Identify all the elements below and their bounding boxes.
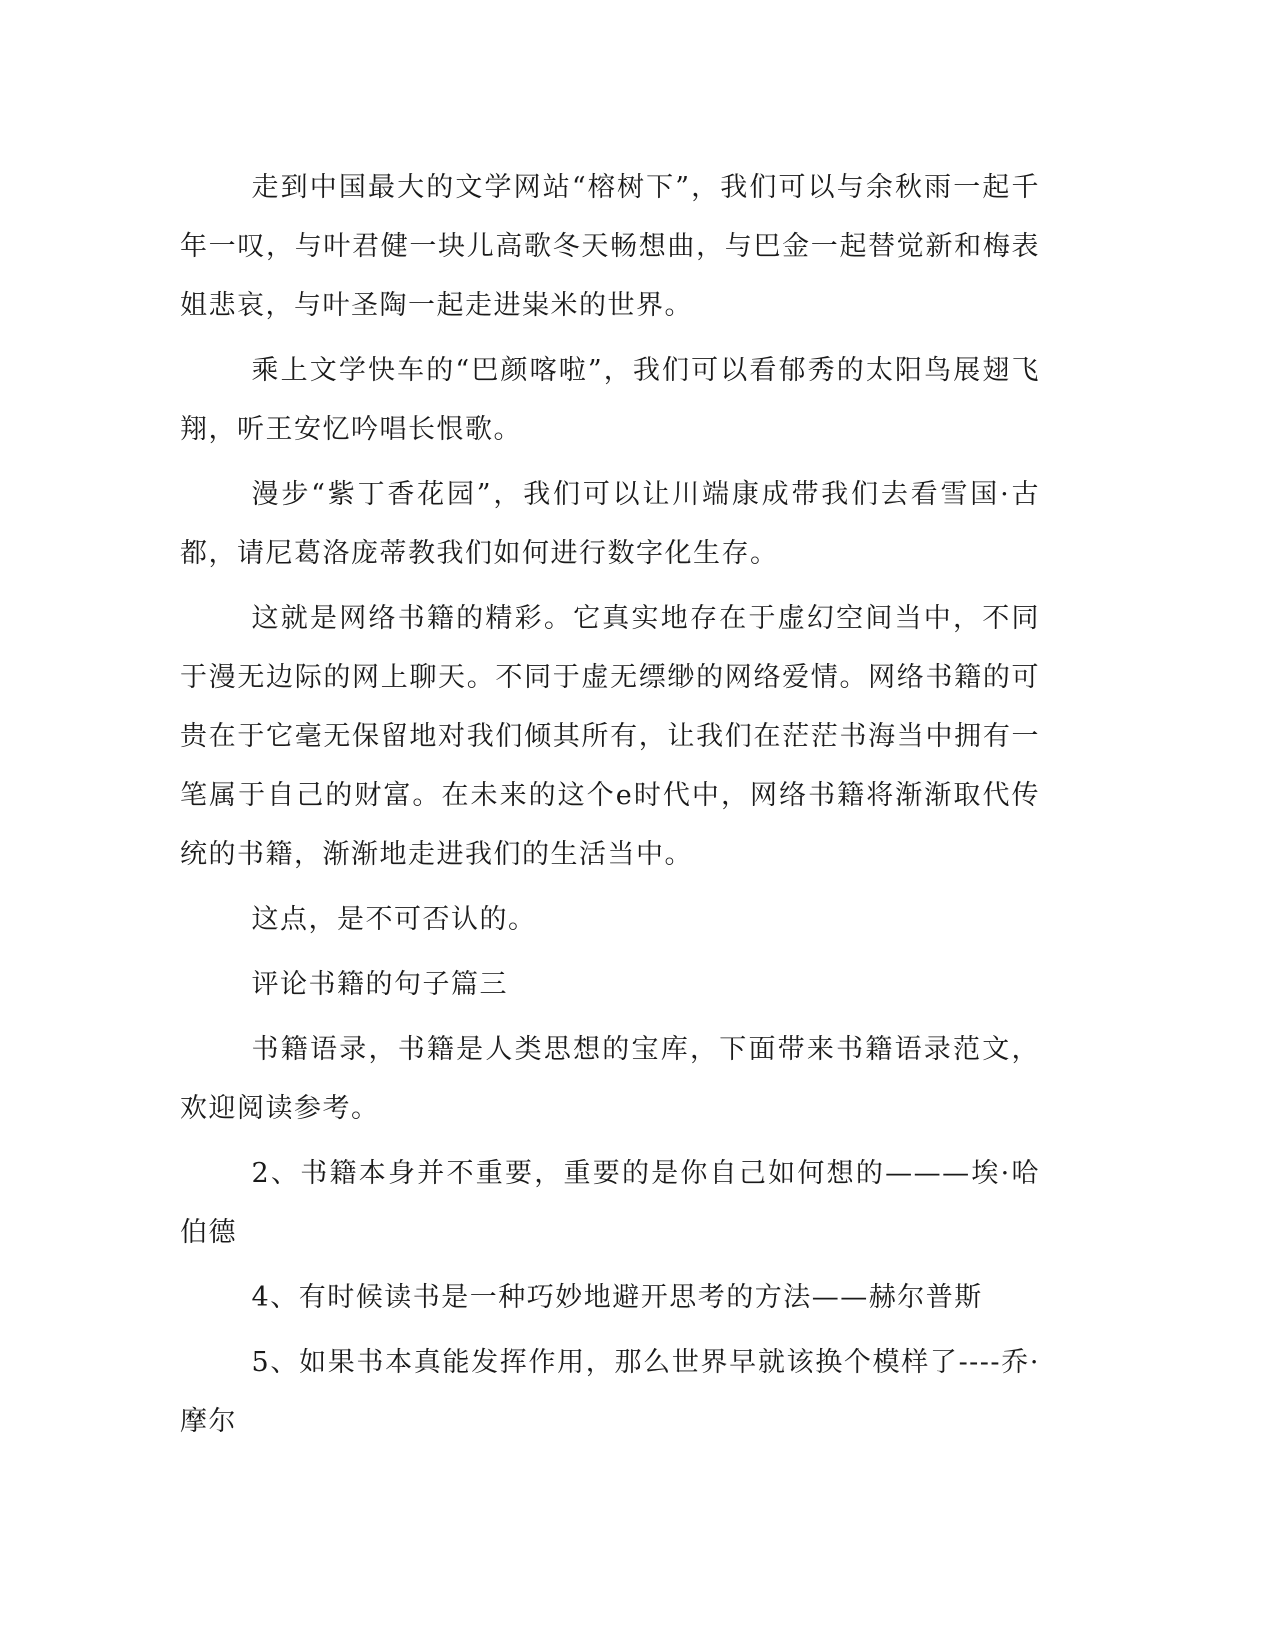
document-body [180,158,1040,1457]
paragraph-undeniable: 这点，是不可否认的。 [251,904,537,935]
section-heading: 评论书籍的句子篇三 [251,969,509,1000]
quote-item-4: 4、有时候读书是一种巧妙地避开思考的方法——赫尔普斯 [251,1282,983,1313]
paragraph-lilac-garden: 漫步“紫丁香花园”，我们可以让川端康成带我们去看雪国·古都，请尼葛洛庞蒂教我们如何进行数字化生存。 [180,479,1040,569]
quote-item-5: 5、如果书本真能发挥作用，那么世界早就该换个模样了----乔·摩尔 [180,1347,1040,1437]
paragraph-intro: 书籍语录，书籍是人类思想的宝库，下面带来书籍语录范文，欢迎阅读参考。 [180,1034,1040,1124]
paragraph-bayankala: 乘上文学快车的“巴颜喀啦”，我们可以看郁秀的太阳鸟展翅飞翔，听王安忆吟唱长恨歌。 [180,355,1040,445]
paragraph-online-books: 这就是网络书籍的精彩。它真实地存在于虚幻空间当中，不同于漫无边际的网上聊天。不同于虚无缥缈的网络爱情。网络书籍的可贵在于它毫无保留地对我们倾其所有，让我们在茫茫书海当中拥有一笔属于自己的财富。在未来的这个e时代中，网络书籍将渐渐取代传统的书籍，渐渐地走进我们的生活当中。 [180,603,1040,870]
quote-item-2: 2、书籍本身并不重要，重要的是你自己如何想的———埃·哈伯德 [180,1158,1040,1248]
paragraph-rongshuxia: 走到中国最大的文学网站“榕树下”，我们可以与余秋雨一起千年一叹，与叶君健一块儿高歌冬天畅想曲，与巴金一起替觉新和梅表姐悲哀，与叶圣陶一起走进粜米的世界。 [180,172,1040,321]
